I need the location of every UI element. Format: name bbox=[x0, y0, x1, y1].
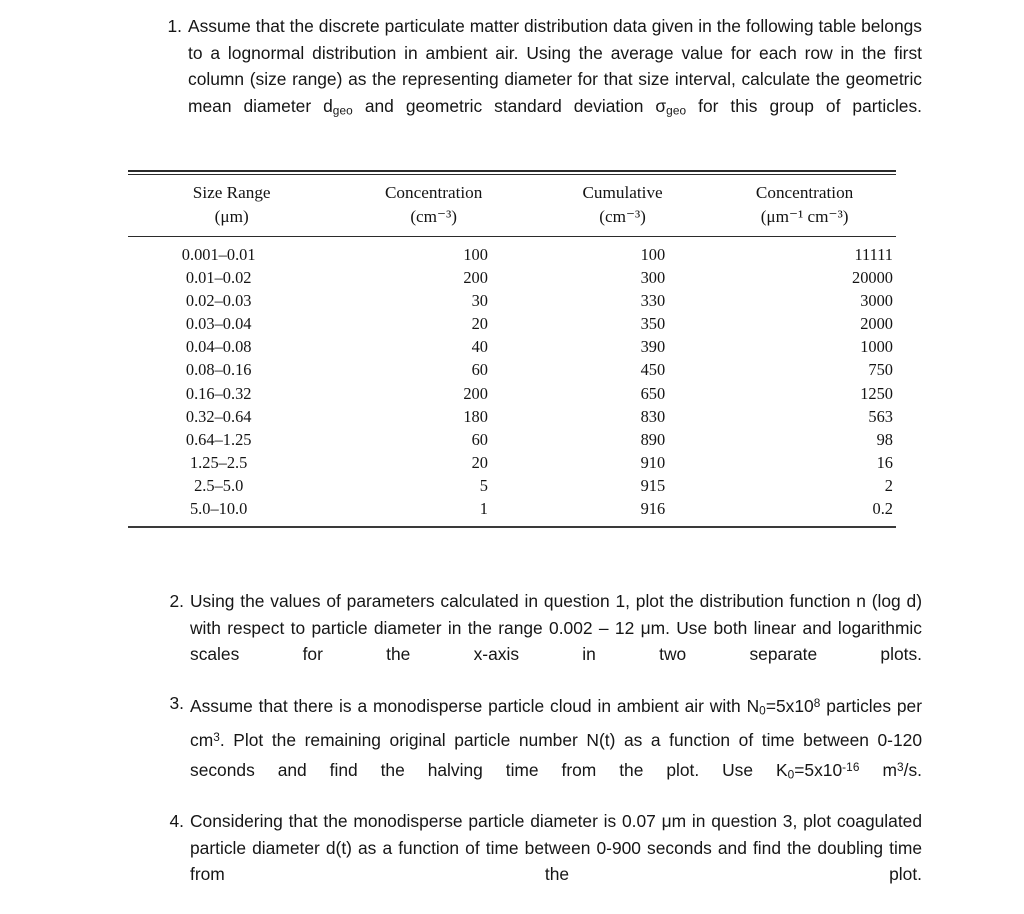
cell-cumulative: 390 bbox=[640, 337, 666, 357]
table-header bbox=[128, 175, 896, 236]
cell-size-range: 0.04–0.08 bbox=[185, 337, 252, 357]
table-row bbox=[128, 335, 896, 358]
question-4 bbox=[169, 808, 922, 914]
column-header-distribution-unit: (μm⁻¹ cm⁻³) bbox=[760, 207, 849, 226]
cell-distribution: 98 bbox=[876, 429, 893, 449]
cell-size-range: 0.01–0.02 bbox=[185, 268, 252, 288]
question-2 bbox=[169, 588, 922, 694]
cell-distribution: 11111 bbox=[854, 245, 893, 264]
column-header-cumulative bbox=[532, 175, 713, 236]
table-row bbox=[128, 289, 896, 312]
column-header-size-range-unit: (μm) bbox=[214, 207, 249, 226]
cell-concentration: 60 bbox=[471, 360, 488, 380]
cell-cumulative: 830 bbox=[640, 406, 666, 426]
cell-distribution: 20000 bbox=[852, 268, 893, 288]
table-row bbox=[128, 266, 896, 289]
column-header-size-range-line1: Size Range bbox=[192, 183, 271, 202]
cell-distribution: 0.2 bbox=[872, 499, 893, 519]
cell-size-range: 0.16–0.32 bbox=[185, 383, 252, 403]
cell-size-range: 0.32–0.64 bbox=[185, 406, 252, 426]
cell-concentration: 5 bbox=[479, 475, 488, 495]
cell-concentration: 40 bbox=[471, 337, 488, 357]
table-row bbox=[128, 405, 896, 428]
table-header-row bbox=[128, 175, 896, 236]
question-3-superscript-m3: 3 bbox=[896, 759, 904, 774]
table-bottom-rule bbox=[128, 526, 896, 528]
cell-size-range: 1.25–2.5 bbox=[189, 452, 248, 472]
question-1-part-1: Assume that the discrete particulate matter distribution data given in the following table belongs to a lognormal distribution in ambient air. Using the average value for each row in the first column (size range) as the representing diameter for that size interval, calculate the geometric mean diameter d bbox=[188, 16, 922, 116]
cell-concentration: 100 bbox=[463, 245, 488, 264]
question-1-subscript-geo-1: geo bbox=[332, 103, 353, 118]
cell-concentration: 30 bbox=[471, 291, 488, 311]
question-1 bbox=[167, 13, 923, 150]
cell-concentration: 20 bbox=[471, 314, 488, 334]
question-2-number: 2. bbox=[169, 591, 184, 611]
cell-distribution: 16 bbox=[876, 452, 893, 472]
column-header-concentration-line1: Concentration bbox=[384, 183, 483, 202]
table-row bbox=[128, 237, 896, 266]
question-3-superscript-cm3: 3 bbox=[213, 730, 220, 745]
table-row bbox=[128, 451, 896, 474]
table-top-rule-outer bbox=[128, 170, 896, 172]
table-row bbox=[128, 312, 896, 335]
question-3-text bbox=[190, 690, 922, 814]
column-header-size-range bbox=[128, 175, 335, 236]
question-3-superscript-neg16: -16 bbox=[842, 759, 860, 774]
cell-cumulative: 915 bbox=[640, 475, 666, 495]
question-3-superscript-8: 8 bbox=[813, 696, 821, 710]
question-3-subscript-N0: 0 bbox=[759, 703, 766, 718]
particulate-matter-table bbox=[128, 170, 896, 528]
cell-cumulative: 916 bbox=[640, 499, 666, 519]
cell-concentration: 60 bbox=[471, 429, 488, 449]
table-row bbox=[128, 358, 896, 381]
size-distribution-table bbox=[128, 175, 896, 236]
column-header-cumulative-line1: Cumulative bbox=[582, 183, 663, 202]
table-row bbox=[128, 497, 896, 526]
cell-distribution: 2 bbox=[884, 475, 893, 495]
size-distribution-table-body bbox=[128, 237, 896, 526]
cell-cumulative: 100 bbox=[640, 245, 666, 264]
question-3-part-3: particles per cm bbox=[190, 695, 923, 751]
cell-size-range: 0.08–0.16 bbox=[185, 360, 252, 380]
cell-size-range: 2.5–5.0 bbox=[194, 475, 244, 495]
cell-cumulative: 910 bbox=[640, 452, 666, 472]
cell-cumulative: 350 bbox=[640, 314, 666, 334]
column-header-distribution bbox=[713, 175, 896, 236]
cell-concentration: 20 bbox=[471, 452, 488, 472]
cell-concentration: 180 bbox=[463, 406, 488, 426]
question-4-text: Considering that the monodisperse particle diameter is 0.07 μm in question 3, plot coagulated particle diameter d(t) as a function of time between 0-900 seconds and find the doubling time from the plot. bbox=[190, 811, 922, 884]
question-3-part-1: Assume that there is a monodisperse particle cloud in ambient air with N bbox=[190, 695, 760, 716]
question-3-part-6: m bbox=[859, 759, 897, 780]
cell-distribution: 1000 bbox=[860, 337, 893, 357]
cell-distribution: 2000 bbox=[860, 314, 893, 334]
cell-distribution: 3000 bbox=[860, 291, 893, 311]
cell-size-range: 0.02–0.03 bbox=[185, 291, 252, 311]
table-row bbox=[128, 428, 896, 451]
cell-cumulative: 890 bbox=[640, 429, 666, 449]
question-3-part-4: . Plot the remaining original particle number N(t) as a function of time between 0-120 seconds and find the halving time from the plot. Use K bbox=[190, 730, 922, 780]
question-4-number: 4. bbox=[169, 811, 184, 831]
cell-distribution: 563 bbox=[868, 406, 893, 426]
cell-cumulative: 300 bbox=[640, 268, 666, 288]
question-1-part-3: for this group of particles. bbox=[686, 95, 923, 116]
cell-cumulative: 650 bbox=[640, 383, 666, 403]
cell-size-range: 0.64–1.25 bbox=[185, 429, 252, 449]
question-1-subscript-geo-2: geo bbox=[666, 103, 687, 118]
column-header-distribution-line1: Concentration bbox=[755, 183, 854, 202]
cell-concentration: 200 bbox=[463, 268, 488, 288]
cell-concentration: 1 bbox=[479, 499, 488, 519]
question-3-subscript-K0: 0 bbox=[787, 767, 795, 782]
cell-cumulative: 450 bbox=[640, 360, 666, 380]
cell-cumulative: 330 bbox=[640, 291, 666, 311]
question-3 bbox=[169, 690, 923, 814]
cell-size-range: 0.001–0.01 bbox=[181, 245, 256, 264]
column-header-concentration bbox=[335, 175, 532, 236]
cell-distribution: 750 bbox=[868, 360, 893, 380]
cell-size-range: 5.0–10.0 bbox=[189, 499, 248, 519]
table-row bbox=[128, 382, 896, 405]
column-header-concentration-unit: (cm⁻³) bbox=[410, 207, 457, 226]
question-3-number: 3. bbox=[169, 693, 184, 713]
column-header-cumulative-unit: (cm⁻³) bbox=[599, 207, 646, 226]
question-1-text bbox=[188, 13, 922, 150]
question-3-part-7: /s. bbox=[903, 759, 922, 780]
table-body bbox=[128, 237, 896, 526]
cell-concentration: 200 bbox=[463, 383, 488, 403]
question-2-text: Using the values of parameters calculated in question 1, plot the distribution function n (log d) with respect to particle diameter in the range 0.002 – 12 μm. Use both linear and logarithmic scales for the x-axis in two separate plots. bbox=[190, 591, 922, 664]
question-3-part-2: =5x10 bbox=[765, 695, 814, 716]
cell-size-range: 0.03–0.04 bbox=[185, 314, 252, 334]
cell-distribution: 1250 bbox=[860, 383, 893, 403]
question-1-part-2: and geometric standard deviation σ bbox=[352, 95, 667, 116]
table-row bbox=[128, 474, 896, 497]
question-3-part-5: =5x10 bbox=[794, 759, 843, 780]
question-1-number: 1. bbox=[167, 16, 182, 36]
